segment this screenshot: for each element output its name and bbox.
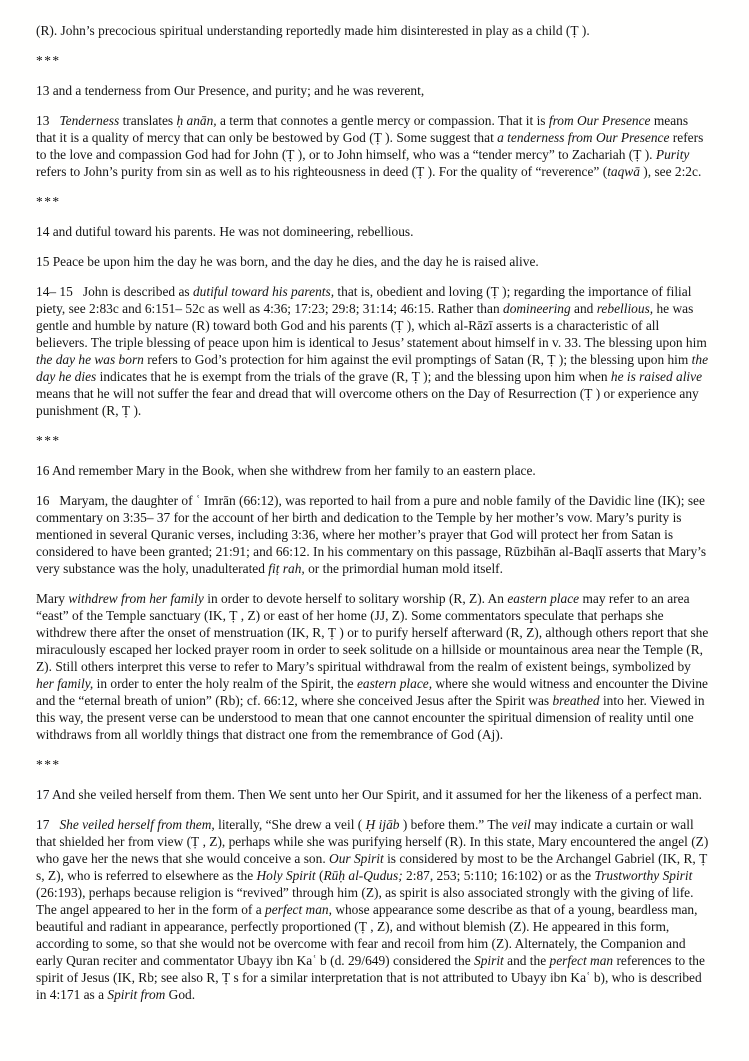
italic-text-run: a tenderness from Our Presence: [497, 130, 670, 145]
verse-14-translation: [36, 223, 711, 240]
italic-text-run: rebellious,: [596, 301, 654, 316]
text-run: (: [315, 868, 324, 883]
italic-text-run: Purity: [655, 147, 690, 162]
text-run: 2:87, 253; 5:110; 16:102) or as the: [402, 868, 595, 883]
italic-text-run: veil: [511, 817, 531, 832]
text-run: ), see 2:2c.: [639, 164, 702, 179]
italic-text-run: the day he dies: [36, 352, 712, 384]
italic-text-run: dutiful toward his parents,: [192, 284, 335, 299]
text-run: he was gentle and humble by nature (R) toward both God and his parents (Ṭ ), which al-Rāzī asserts is a characteristic of all believers. The triple blessing of peace upon him is identical to Jesus’ statement about himself in v. 33. The blessing upon him: [36, 301, 711, 350]
verse-13-translation: [36, 82, 711, 99]
commentary-16-paragraph-2: [36, 590, 711, 743]
section-separator-1: ***: [36, 53, 61, 68]
italic-text-run: from Our Presence: [548, 113, 651, 128]
text-run: (R). John’s precocious spiritual understanding reportedly made him disinterested in play as a child (Ṭ ).: [36, 23, 590, 38]
text-run: where she would witness and encounter the Divine and the “eternal breath of union” (Rb); cf. 66:12, where she conceived Jesus after the Spirit was: [36, 676, 712, 708]
text-run: 13: [36, 113, 60, 128]
text-run: a term that connotes a gentle mercy or compassion. That it is: [216, 113, 549, 128]
italic-text-run: Our Spirit: [329, 851, 384, 866]
italic-text-run: the day he was born: [36, 352, 144, 367]
text-run: is considered by most to be the Archangel Gabriel (IK, R, Ṭ s, Z), who is referred to elsewhere as the: [36, 851, 711, 883]
text-run: 17: [36, 817, 60, 832]
italic-text-run: breathed: [552, 693, 600, 708]
text-run: indicates that he is exempt from the trials of the grave (R, Ṭ ); and the blessing upon him when: [96, 369, 611, 384]
italic-text-run: Rūḥ al-Qudus;: [323, 868, 403, 883]
italic-text-run: She veiled herself from them,: [59, 817, 215, 832]
text-run: (26:193), perhaps because religion is “revived” through him (Z), as spirit is also associated strongly with the giving of life. The angel appeared to her in the form of a: [36, 868, 697, 917]
commentary-17: [36, 816, 711, 1003]
text-run: 16 And remember Mary in the Book, when she withdrew from her family to an eastern place.: [36, 463, 536, 478]
commentary-13: [36, 112, 711, 180]
section-separator-2: ***: [36, 194, 61, 209]
italic-text-run: Tenderness: [59, 113, 120, 128]
text-run: that is, obedient and loving (Ṭ ); regarding the importance of filial piety, see 2:83c and 6:151– 52c as well as 4:36; 17:23; 29:8; 31:14; 46:15. Rather than: [36, 284, 695, 316]
italic-text-run: Ḥ ijāb: [365, 817, 400, 832]
italic-text-run: domineering: [503, 301, 571, 316]
text-run: Mary: [36, 591, 69, 606]
text-run: 14 and dutiful toward his parents. He was not domineering, rebellious.: [36, 224, 414, 239]
text-run: may indicate a curtain or wall that shielded her from view (Ṭ , Z), perhaps while she was purifying herself (R). In this state, Mary encountered the angel (Z) who gave her the news that she would conceive a son.: [36, 817, 712, 866]
commentary-16-paragraph-1: [36, 492, 711, 577]
italic-text-run: eastern place,: [356, 676, 433, 691]
text-run: refers to God’s protection for him against the evil promptings of Satan (R, Ṭ ); the blessing upon him: [143, 352, 692, 367]
text-run: 14– 15 John is described as: [36, 284, 193, 299]
text-run: ) before them.” The: [399, 817, 512, 832]
section-separator-4: ***: [36, 757, 61, 772]
italic-text-run: Spirit from: [107, 987, 166, 1002]
italic-text-run: eastern place: [507, 591, 580, 606]
text-run: in order to devote herself to solitary worship (R, Z). An: [203, 591, 508, 606]
text-run: God.: [165, 987, 196, 1002]
text-run: may refer to an area “east” of the Temple sanctuary (IK, Ṭ , Z) or east of her home (JJ, Z). Some commentators speculate that perhaps she withdrew there after the onset of menstruation (IK, R, Ṭ ) or to purify herself afterward (R, Z), although others report that she miraculously escaped her locked prayer room in order to seek solitude on a hillside or mountainous area near the Temple (R, Z). Still others interpret this verse to refer to Mary’s spiritual withdrawal from the realm of existent beings, symbolized by: [36, 591, 712, 674]
text-run: 16 Maryam, the daughter of ʿ Imrān (66:12), was reported to hail from a pure and noble family of the Davidic line (IK); see commentary on 3:35– 37 for the account of her birth and dedication to the Temple by her mother’s vow. Mary’s purity is mentioned in several Quranic verses, including 3:36, where her mother’s prayer that God will protect her from Satan is considered to have been granted; 21:91; and 66:12. In his commentary on this passage, Rūzbihān al-Baqlī asserts that Mary’s very substance was the holy, unadulterated: [36, 493, 710, 576]
text-run: whose appearance some describe as that of a young, beardless man, beautiful and radiant in appearance, perfectly proportioned (Ṭ , Z), and without blemish (Z). He appeared in this form, according to some, so that she would not be overcome with fear and recoil from him (Z). Alternately, the Companion and early Quran reciter and commentator Ubayy ibn Kaʿ b (d. 29/649) considered the: [36, 902, 701, 968]
text-run: refers to the love and compassion God had for John (Ṭ ), or to John himself, who was a “tender mercy” to Zachariah (Ṭ ).: [36, 130, 707, 162]
text-run: means that he will not suffer the fear and dread that will overcome others on the Day of Resurrection (Ṭ ) or experience any punishment (R, Ṭ ).: [36, 369, 706, 418]
text-run: refers to John’s purity from sin as well as to his righteousness in deed (Ṭ ). For the quality of “reverence” (: [36, 147, 693, 179]
document-content: [36, 22, 711, 1016]
italic-text-run: taqwā: [607, 164, 640, 179]
text-run: references to the spirit of Jesus (IK, Rb; see also R, Ṭ s for a similar interpretation that is not attributed to Ubayy ibn Kaʿ b), who is described in 4:171 as a: [36, 953, 709, 1002]
text-run: 13 and a tenderness from Our Presence, and purity; and he was reverent,: [36, 83, 425, 98]
italic-text-run: Spirit: [474, 953, 504, 968]
text-run: literally, “She drew a veil (: [214, 817, 366, 832]
text-run: and the: [503, 953, 550, 968]
text-run: or the primordial human mold itself.: [304, 561, 503, 576]
section-separator-3: ***: [36, 433, 61, 448]
italic-text-run: perfect man: [549, 953, 614, 968]
italic-text-run: her family,: [36, 676, 94, 691]
italic-text-run: ḥ anān,: [176, 113, 217, 128]
italic-text-run: perfect man,: [265, 902, 332, 917]
text-run: 15 Peace be upon him the day he was born, and the day he dies, and the day he is raised alive.: [36, 254, 539, 269]
italic-text-run: withdrew from her family: [68, 591, 204, 606]
text-run: translates: [119, 113, 177, 128]
commentary-12-continuation: [36, 22, 711, 39]
italic-text-run: Holy Spirit: [256, 868, 316, 883]
text-run: in order to enter the holy realm of the Spirit, the: [93, 676, 357, 691]
text-run: 17 And she veiled herself from them. Then We sent unto her Our Spirit, and it assumed for her the likeness of a perfect man.: [36, 787, 702, 802]
text-run: into her. Viewed in this way, the present verse can be understood to mean that one cannot encounter the spiritual dimension of reality until one withdraws from all worldly things that distract one from the remembrance of God (Aj).: [36, 693, 708, 742]
italic-text-run: he is raised alive: [610, 369, 703, 384]
commentary-14-15: [36, 283, 711, 419]
italic-text-run: fiṭ rah,: [268, 561, 305, 576]
verse-15-translation: [36, 253, 711, 270]
verse-16-translation: [36, 462, 711, 479]
italic-text-run: Trustworthy Spirit: [594, 868, 693, 883]
text-run: and: [570, 301, 597, 316]
verse-17-translation: [36, 786, 711, 803]
text-run: means that it is a quality of mercy that can only be bestowed by God (Ṭ ). Some suggest that: [36, 113, 692, 145]
